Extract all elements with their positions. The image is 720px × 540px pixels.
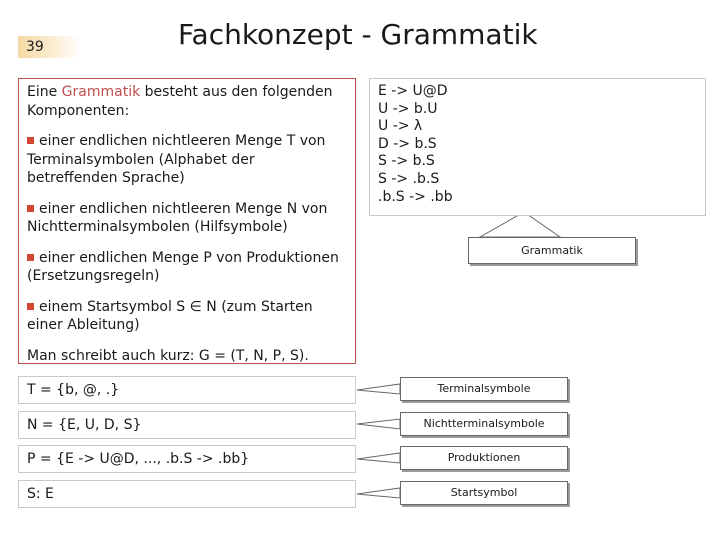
grammar-definition-box	[18, 78, 356, 364]
terminal-set-box: T = {b, @, .}	[18, 376, 356, 404]
bullet-icon	[27, 254, 34, 261]
bullet-icon	[27, 303, 34, 310]
bullet-text: einer endlichen nichtleeren Menge T von Terminalsymbolen (Alphabet der betreffenden Sprache)	[27, 133, 326, 186]
callout-nonterminal: Nichtterminalsymbole	[400, 412, 568, 436]
rule-line: U -> λ	[378, 118, 423, 135]
bullet-item	[27, 132, 347, 188]
rule-line: S -> .b.S	[378, 170, 440, 187]
slide-number: 39	[18, 36, 80, 58]
productions-pointer	[357, 453, 400, 463]
bullet-icon	[27, 205, 34, 212]
intro-term: Grammatik	[61, 84, 141, 100]
rule-line: D -> b.S	[378, 135, 437, 152]
bullet-item	[27, 200, 347, 237]
bullet-icon	[27, 137, 34, 144]
callout-terminal: Terminalsymbole	[400, 377, 568, 401]
intro-paragraph	[27, 83, 347, 120]
callout-start: Startsymbol	[400, 481, 568, 505]
start-symbol-box: S: E	[18, 480, 356, 508]
terminal-pointer	[357, 384, 400, 394]
rule-line: S -> b.S	[378, 153, 435, 170]
bullet-text: einer endlichen nichtleeren Menge N von Nichtterminalsymbolen (Hilfsymbole)	[27, 200, 328, 235]
callout-grammatik: Grammatik	[468, 237, 636, 264]
production-rules-box	[369, 78, 706, 216]
slide-title: Fachkonzept - Grammatik	[178, 18, 538, 51]
productions-set-box: P = {E -> U@D, ..., .b.S -> .bb}	[18, 445, 356, 473]
bullet-item	[27, 298, 347, 335]
start-pointer	[357, 488, 400, 498]
bullet-item	[27, 249, 347, 286]
callout-productions: Produktionen	[400, 446, 568, 470]
nonterminal-set-box: N = {E, U, D, S}	[18, 411, 356, 439]
rule-line: E -> U@D	[378, 83, 448, 99]
intro-post: besteht aus den folgenden Komponenten:	[27, 84, 333, 119]
nonterminal-pointer	[357, 419, 400, 429]
intro-pre: Eine	[27, 84, 62, 100]
bullet-text: einem Startsymbol S ∈ N (zum Starten einer Ableitung)	[27, 298, 313, 333]
rule-line: .b.S -> .bb	[378, 188, 453, 205]
bullet-text: einer endlichen Menge P von Produktionen (Ersetzungsregeln)	[27, 249, 339, 284]
summary-text: Man schreibt auch kurz: G = (T, N, P, S).	[27, 347, 309, 364]
rule-line: U -> b.U	[378, 100, 438, 117]
